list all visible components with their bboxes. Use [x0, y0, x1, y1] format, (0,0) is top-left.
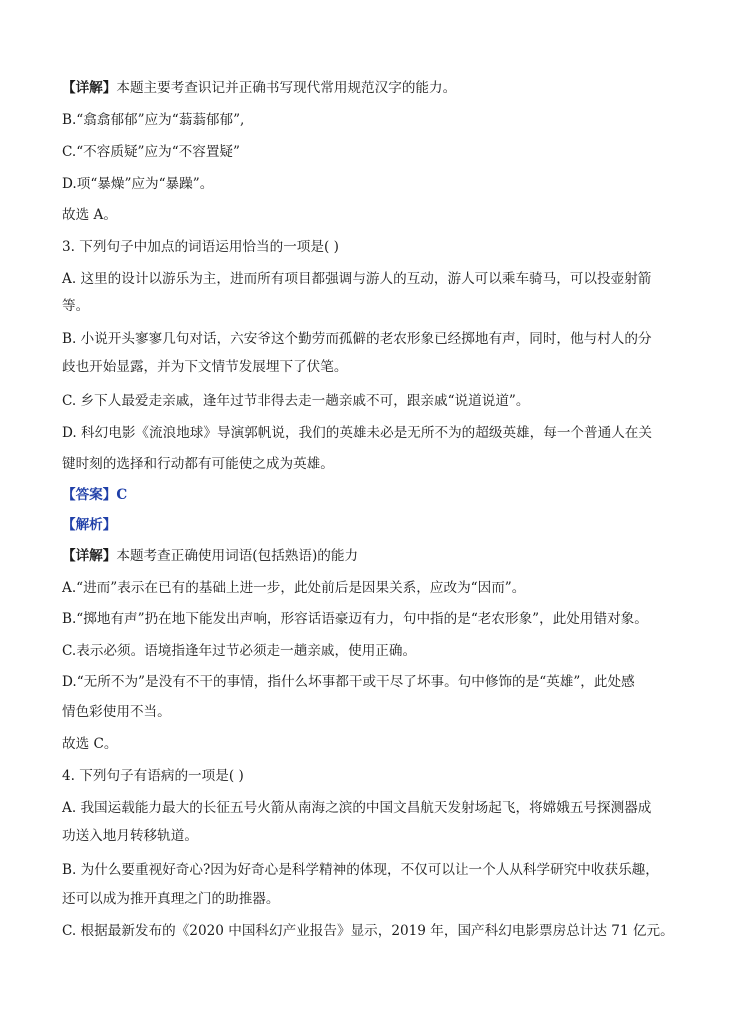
text-line: 键时刻的选择和行动都有可能使之成为英雄。 [62, 456, 334, 472]
text-line: 等。 [62, 298, 90, 314]
text-line: 情色彩使用不当。 [62, 704, 171, 720]
answer-label: 【答案】C [62, 487, 128, 503]
question-3: 3. 下列句子中加点的词语运用恰当的一项是( ) [62, 239, 339, 255]
text-line: B.“翕翕郁郁”应为“蓊蓊郁郁”, [62, 112, 245, 128]
text-line: 故选 C。 [62, 736, 118, 752]
option-d: D. 科幻电影《流浪地球》导演郭帆说，我们的英雄未必是无所不为的超级英雄，每一个普通人在关 [62, 425, 652, 441]
text-line: B.“掷地有声”扔在地下能发出声响，形容话语豪迈有力，句中指的是“老农形象”，此处用错对象。 [62, 611, 648, 627]
text-line: A.“进而”表示在已有的基础上进一步，此处前后是因果关系，应改为“因而”。 [62, 580, 526, 596]
text-line: C.表示必须。语境指逢年过节必须走一趟亲戚，使用正确。 [62, 643, 417, 659]
option-b: B. 为什么要重视好奇心?因为好奇心是科学精神的体现，不仅可以让一个人从科学研究中收获乐趣， [62, 862, 659, 878]
option-c: C. 乡下人最爱走亲戚，逢年过节非得去走一趟亲戚不可，跟亲戚“说道说道”。 [62, 393, 530, 409]
analysis-label: 【解析】 [62, 517, 117, 533]
option-a: A. 这里的设计以游乐为主，进而所有项目都强调与游人的互动，游人可以乘车骑马，可以投壶射箭 [62, 271, 652, 287]
text-line: 【详解】本题主要考查识记并正确书写现代常用规范汉字的能力。 [62, 80, 457, 96]
detail-tag: 【详解】 [62, 548, 117, 564]
option-c: C. 根据最新发布的《2020 中国科幻产业报告》显示，2019 年，国产科幻电影票房总计达 71 亿元。 [62, 923, 674, 939]
detail-tag: 【详解】 [62, 80, 117, 96]
text-line: C.“不容质疑”应为“不容置疑” [62, 144, 240, 160]
option-a: A. 我国运载能力最大的长征五号火箭从南海之滨的中国文昌航天发射场起飞，将嫦娥五号探测器成 [62, 800, 652, 816]
text-line: D.项“暴燥”应为“暴躁”。 [62, 176, 214, 192]
text-line: 歧也开始显露，并为下文情节发展埋下了伏笔。 [62, 359, 348, 375]
text-line: 故选 A。 [62, 207, 117, 223]
text-line: D.“无所不为”是没有不干的事情，指什么坏事都干或干尽了坏事。句中修饰的是“英雄”，此处感 [62, 674, 635, 690]
text-line: 功送入地月转移轨道。 [62, 828, 198, 844]
question-4: 4. 下列句子有语病的一项是( ) [62, 768, 244, 784]
option-b: B. 小说开头寥寥几句对话，六安爷这个勤劳而孤僻的老农形象已经掷地有声，同时，他与村人的分 [62, 331, 652, 347]
text-line: 还可以成为推开真理之门的助推器。 [62, 891, 280, 907]
text-line: 【详解】本题考查正确使用词语(包括熟语)的能力 [62, 548, 359, 564]
